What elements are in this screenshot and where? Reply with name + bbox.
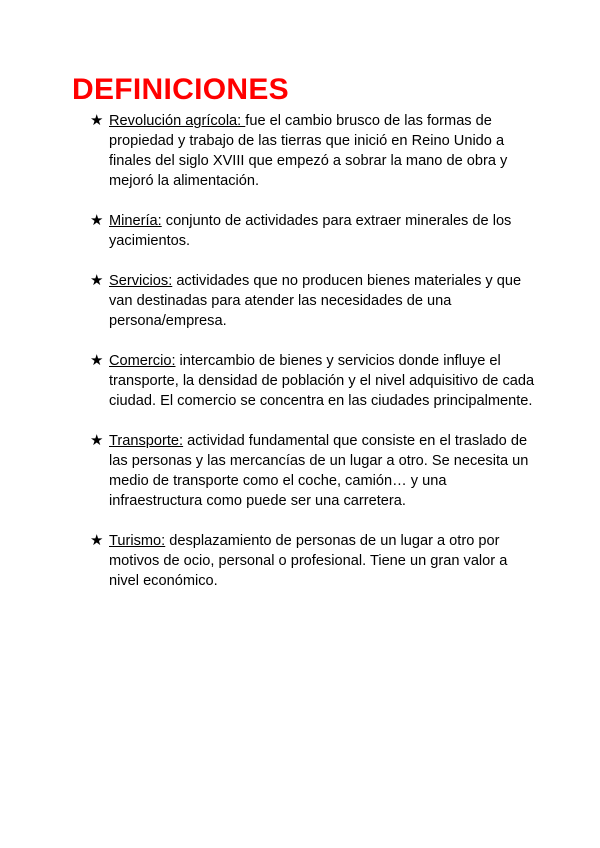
definition-term: Minería: (109, 213, 162, 229)
definition-text: intercambio de bienes y servicios donde influye el transporte, la densidad de población y el nivel adquisitivo de cada ciudad. El comercio se concentra en las ciudades principalmente. (109, 353, 535, 409)
definition-term: Comercio: (109, 353, 176, 369)
star-icon: ★ (90, 432, 104, 449)
definition-term: Turismo: (109, 533, 166, 549)
definition-text: desplazamiento de personas de un lugar a otro por motivos de ocio, personal o profesional. Tiene un gran valor a nivel económico. (109, 533, 508, 589)
star-icon: ★ (90, 532, 104, 549)
page-title: DEFINICIONES (72, 73, 289, 106)
star-icon: ★ (90, 272, 104, 289)
star-icon: ★ (90, 352, 104, 369)
definition-item (90, 351, 535, 411)
star-icon: ★ (90, 112, 104, 129)
definition-text: actividades que no producen bienes materiales y que van destinadas para atender las necesidades de una persona/empresa. (109, 273, 522, 329)
definition-item (90, 211, 535, 251)
definition-term: Transporte: (109, 433, 184, 449)
definition-term: Servicios: (109, 273, 173, 289)
definition-text: fue el cambio brusco de las formas de propiedad y trabajo de las tierras que inició en Reino Unido a finales del siglo XVIII que empezó a sobrar la mano de obra y mejoró la alimentación. (109, 113, 508, 189)
definition-item (90, 531, 535, 591)
star-icon: ★ (90, 212, 104, 229)
definition-item (90, 111, 535, 191)
definition-term: Revolución agrícola: (109, 113, 246, 129)
definitions-list (90, 111, 535, 611)
definition-text: conjunto de actividades para extraer minerales de los yacimientos. (109, 213, 512, 249)
definition-item (90, 431, 535, 511)
definition-text: actividad fundamental que consiste en el traslado de las personas y las mercancías de un lugar a otro. Se necesita un medio de transporte como el coche, camión… y una infraestructura como puede ser una carretera. (109, 433, 529, 509)
definition-item (90, 271, 535, 331)
